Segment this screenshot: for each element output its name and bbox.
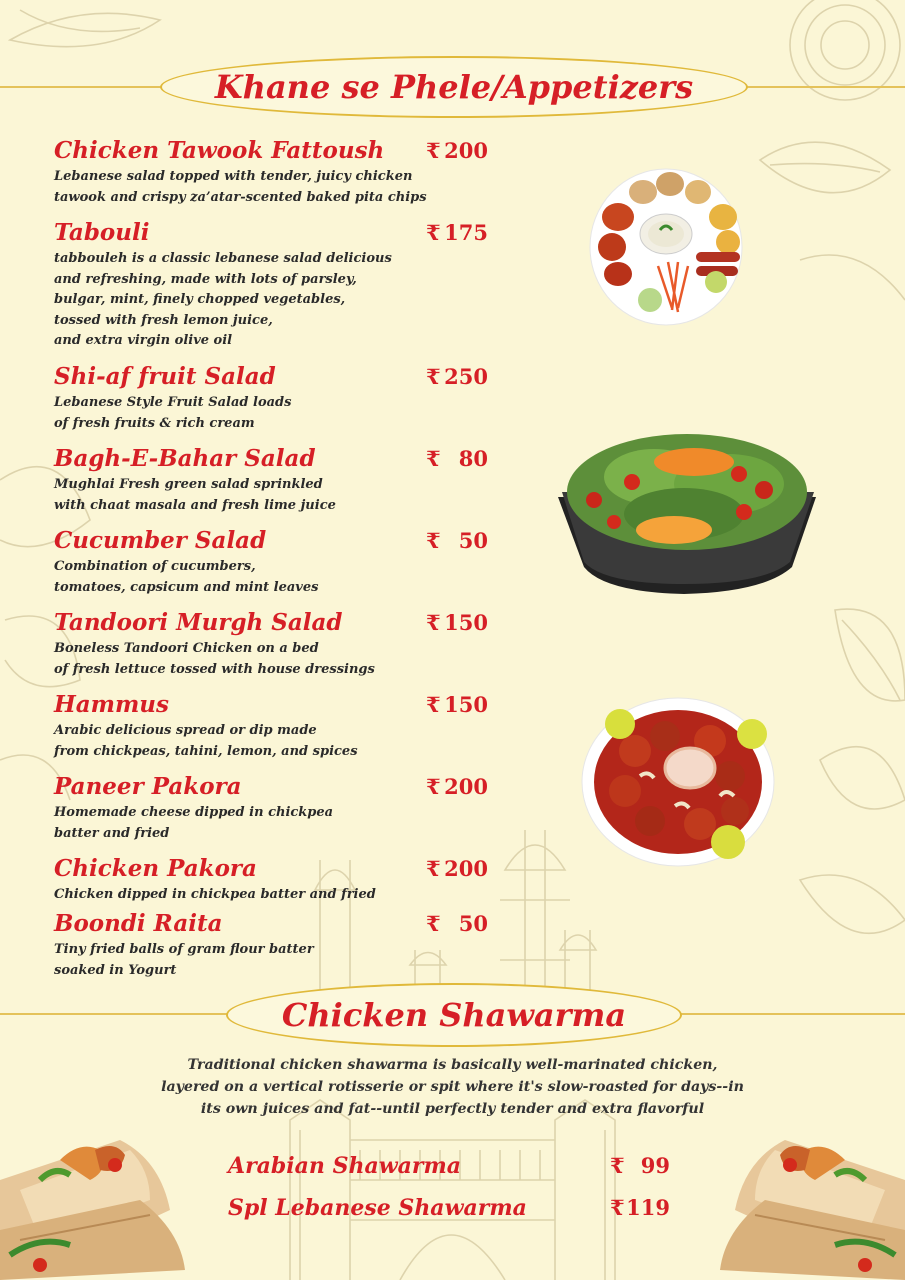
price-amount: 175 [444,220,488,245]
menu-item-description [54,885,414,906]
price-amount: 150 [444,692,488,717]
menu-item-name: Tandoori Murgh Salad [54,609,343,636]
description-line: Boneless Tandoori Chicken on a bed [54,641,319,656]
menu-item-description [54,803,414,844]
menu-item-description [54,940,414,981]
menu-item-description [54,557,414,598]
description-line: of fresh fruits & rich cream [54,415,255,431]
shawarma-description-line: layered on a vertical rotisserie or spit where it's slow-roasted for days--in [161,1079,744,1095]
menu-item-name: Shi-af fruit Salad [54,363,276,390]
menu-item-name: Boondi Raita [54,910,223,937]
green-salad-bowl-image [554,422,822,612]
appetizers-heading: Khane se Phele/Appetizers [160,56,748,118]
shawarma-wrap-right-image [715,1120,905,1280]
description-line: bulgar, mint, finely chopped vegetables, [54,292,346,308]
shawarma-description [140,1054,765,1120]
price-amount: 119 [626,1195,670,1220]
rupee-symbol: ₹ [426,220,441,245]
price-amount: 50 [458,911,488,936]
description-line: and extra virgin olive oil [54,333,233,349]
shawarma-description-line: its own juices and fat--until perfectly tender and extra flavorful [200,1101,705,1117]
shawarma-item-name: Spl Lebanese Shawarma [228,1195,527,1221]
description-line: Lebanese Style Fruit Salad loads [54,395,292,410]
description-line: Lebanese salad topped with tender, juicy chicken [54,169,413,184]
shawarma-heading: Chicken Shawarma [226,983,682,1047]
menu-item-name: Bagh-E-Bahar Salad [54,445,316,472]
shawarma-item [228,1153,678,1185]
menu-item-name: Tabouli [54,219,150,246]
menu-item-name: Paneer Pakora [54,773,242,800]
price-amount: 200 [444,774,488,799]
shawarma-item [228,1195,678,1227]
rupee-symbol: ₹ [426,856,441,881]
rupee-symbol: ₹ [426,138,441,163]
tandoori-platter-image [588,162,744,328]
menu-item-name: Hammus [54,691,169,718]
menu-item-description [54,475,414,516]
rupee-symbol: ₹ [426,774,441,799]
shawarma-description-line: Traditional chicken shawarma is basically well-marinated chicken, [187,1057,718,1073]
shawarma-item-name: Arabian Shawarma [228,1153,462,1179]
menu-item-description [54,249,414,352]
price-amount: 200 [444,856,488,881]
shawarma-wrap-left-image [0,1120,190,1280]
description-line: of fresh lettuce tossed with house dressings [54,661,375,677]
description-line: tossed with fresh lemon juice, [54,312,273,328]
price-amount: 50 [458,528,488,553]
menu-item-name: Chicken Pakora [54,855,257,882]
description-line: tawook and crispy za’atar-scented baked pita chips [54,189,427,205]
description-line: Mughlai Fresh green salad sprinkled [54,477,323,492]
rupee-symbol: ₹ [426,446,441,471]
price-amount: 250 [444,364,488,389]
description-line: Chicken dipped in chickpea batter and fried [54,887,376,902]
rupee-symbol: ₹ [610,1153,625,1178]
description-line: Homemade cheese dipped in chickpea [54,805,334,820]
description-line: tomatoes, capsicum and mint leaves [54,579,319,595]
rupee-symbol: ₹ [426,911,441,936]
menu-item-name: Chicken Tawook Fattoush [54,137,385,164]
description-line: and refreshing, made with lots of parsley, [54,271,357,287]
menu-item-description [54,639,414,680]
description-line: batter and fried [54,825,170,841]
price-amount: 200 [444,138,488,163]
price-amount: 80 [458,446,488,471]
menu-item-description [54,721,414,762]
menu-item-description [54,393,414,434]
description-line: with chaat masala and fresh lime juice [54,497,336,513]
description-line: from chickpeas, tahini, lemon, and spices [54,743,358,759]
description-line: tabbouleh is a classic lebanese salad delicious [54,251,392,266]
rupee-symbol: ₹ [610,1195,625,1220]
description-line: Tiny fried balls of gram flour batter [54,942,314,957]
price-amount: 150 [444,610,488,635]
description-line: soaked in Yogurt [54,962,177,978]
rupee-symbol: ₹ [426,364,441,389]
price-amount: 99 [640,1153,670,1178]
rupee-symbol: ₹ [426,692,441,717]
rupee-symbol: ₹ [426,610,441,635]
menu-item-name: Cucumber Salad [54,527,267,554]
menu-item-description [54,167,427,208]
rupee-symbol: ₹ [426,528,441,553]
description-line: Arabic delicious spread or dip made [54,723,317,738]
description-line: Combination of cucumbers, [54,559,256,574]
chicken-pakora-plate-image [580,696,776,868]
